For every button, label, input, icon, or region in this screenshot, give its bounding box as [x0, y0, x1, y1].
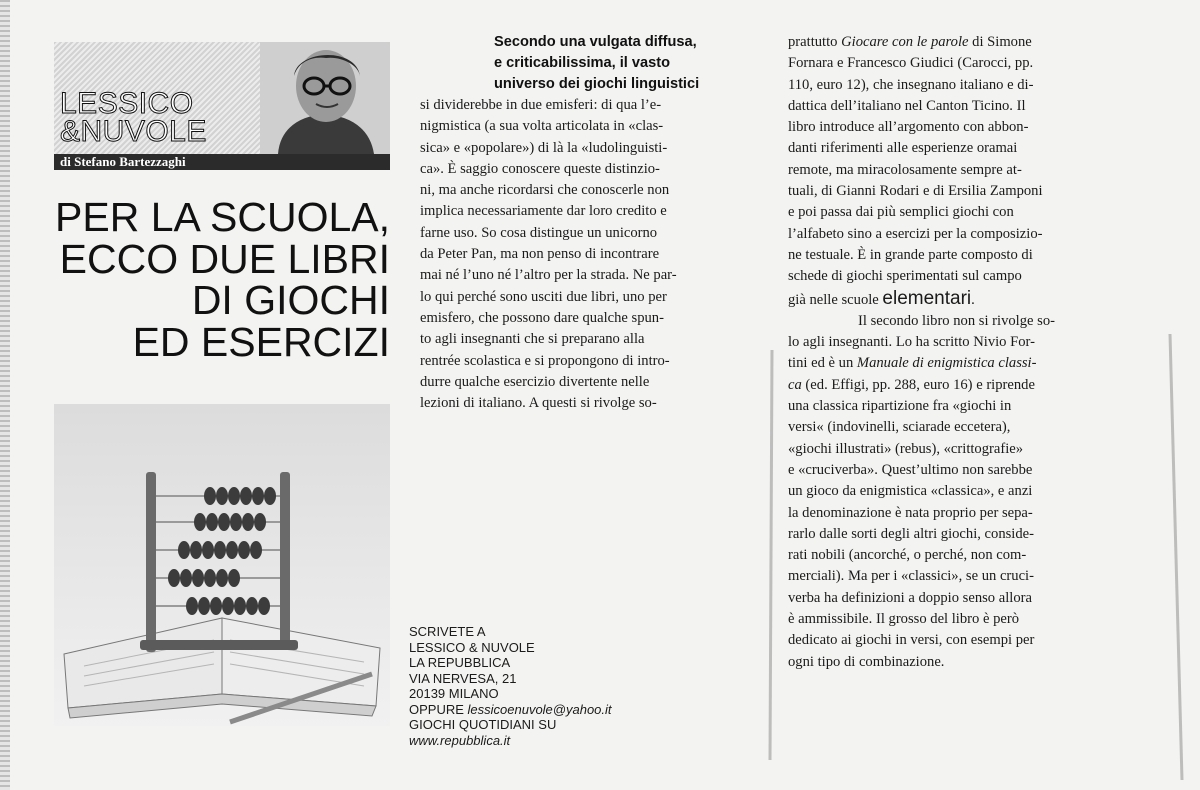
body-text: prattutto: [788, 34, 842, 50]
highlighted-word: elementari: [882, 287, 972, 309]
lead-line: universo dei giochi linguistici: [494, 76, 700, 92]
body-line: rarlo dalle sorti degli altri giochi, conside-: [788, 525, 1034, 542]
contacts-line: LA REPUBBLICA: [409, 655, 511, 670]
abacus-book-illustration: [54, 404, 390, 726]
lead-paragraph: [494, 32, 766, 95]
contacts-line: [409, 702, 649, 718]
body-line: lo qui perché sono usciti due libri, uno per: [420, 288, 667, 305]
body-line: nigmistica (a sua volta articolata in «clas-: [420, 118, 664, 135]
body-line: [788, 32, 1158, 53]
contact-website: www.repubblica.it: [409, 732, 511, 748]
body-line: si dividerebbe in due emisferi: di qua l’e-: [420, 97, 662, 113]
body-line: merciali). Ma per i «classici», se un cruci-: [788, 568, 1034, 585]
book-title: Giocare con le parole: [841, 34, 969, 50]
body-line: emisfero, che possono dare qualche spun-: [420, 309, 664, 326]
column-title: [60, 87, 207, 148]
body-line: Il secondo libro non si rivolge so-: [858, 312, 1055, 329]
body-line: rentrée scolastica e si propongono di intro-: [420, 352, 670, 369]
contacts-line: LESSICO & NUVOLE: [409, 639, 535, 655]
body-text: tini ed è un: [788, 355, 857, 372]
headline-line: ED ESERCIZI: [132, 318, 390, 365]
column-title-line1: LESSICO: [60, 87, 194, 120]
contacts-line: SCRIVETE A: [409, 624, 486, 639]
body-line: lo agli insegnanti. Lo ha scritto Nivio For-: [788, 334, 1035, 351]
body-line: ne testuale. È in grande parte composto di: [788, 246, 1033, 263]
body-text: (ed. Effigi, pp. 288, euro 16) e riprende: [801, 376, 1035, 393]
body-line: to agli insegnanti che si preparano alla: [420, 331, 645, 348]
body-line: dedicato ai giochi in versi, con esempi per: [788, 632, 1035, 649]
column-title-line2: &NUVOLE: [60, 115, 207, 148]
body-line: sica» e «popolare») di là la «ludolinguisti-: [420, 139, 668, 156]
body-text: già nelle scuole: [788, 291, 883, 308]
body-line: libro introduce all’argomento con abbon-: [788, 119, 1029, 136]
body-line: la denominazione è nata proprio per sepa-: [788, 504, 1033, 521]
headline-line: ECCO DUE LIBRI: [59, 235, 390, 282]
body-line: farne uso. So cosa distingue un unicorno: [420, 224, 658, 241]
body-text: .: [971, 291, 975, 308]
body-line: schede di giochi sperimentati sul campo: [788, 268, 1022, 285]
body-line: lezioni di italiano. A questi si rivolge so-: [420, 395, 657, 412]
column-byline: di Stefano Bartezzaghi: [60, 154, 186, 169]
column-banner: [54, 42, 390, 170]
body-line: remote, ma miracolosamente sempre at-: [788, 161, 1022, 178]
body-line: implica necessariamente dar loro credito e: [420, 203, 667, 220]
lead-line: Secondo una vulgata diffusa,: [494, 34, 697, 50]
body-line: ogni tipo di combinazione.: [788, 653, 945, 670]
body-line: dattica dell’italiano nel Canton Ticino. Il: [788, 97, 1026, 114]
contacts-line: GIOCHI QUOTIDIANI SU: [409, 717, 557, 732]
book-title: Manuale di enigmistica classi-: [856, 355, 1037, 372]
body-line: e «cruciverba». Quest’ultimo non sarebbe: [788, 461, 1033, 478]
body-line: da Peter Pan, ma non penso di incontrare: [420, 246, 660, 263]
contacts-box: [409, 624, 649, 748]
headline-line: DI GIOCHI: [191, 277, 390, 323]
body-line: versi« (indovinelli, sciarade eccetera),: [788, 419, 1011, 436]
body-line: verba ha definizioni a doppio senso allora: [788, 589, 1032, 606]
page-edge-strip: [0, 0, 10, 790]
body-line: ca». È saggio conoscere queste distinzio-: [420, 160, 660, 177]
body-line: durre qualche esercizio divertente nelle: [420, 373, 650, 390]
body-line: un gioco da enigmistica «classica», e anzi: [788, 483, 1033, 500]
body-column-middle: [420, 95, 770, 414]
body-line: ni, ma anche ricordarsi che conoscerle non: [420, 182, 670, 199]
headline-line: PER LA SCUOLA,: [55, 194, 390, 240]
body-text: di Simone: [968, 34, 1032, 50]
book-title: ca: [788, 376, 802, 393]
body-line: e poi passa dai più semplici giochi con: [788, 204, 1014, 221]
contacts-line: 20139 MILANO: [409, 686, 499, 701]
body-line: rati nobili (ancorché, o perché, non com-: [788, 547, 1027, 564]
body-line: l’alfabeto sino a esercizi per la composizio-: [788, 225, 1043, 242]
contact-email: lessicoenuvole@yahoo.it: [467, 701, 612, 717]
pencil-bracket-mark: [750, 320, 1200, 790]
body-line: 110, euro 12), che insegnano italiano e di-: [788, 76, 1034, 93]
body-line: «giochi illustrati» (rebus), «crittografie»: [788, 440, 1024, 457]
body-line: tuali, di Gianni Rodari e di Ersilia Zamponi: [788, 183, 1043, 200]
body-line: mai né l’uno né l’altro per la strada. Ne par-: [420, 267, 677, 284]
contacts-or-label: OPPURE: [409, 701, 468, 717]
body-line: è ammissibile. Il grosso del libro è però: [788, 611, 1020, 628]
contacts-line: VIA NERVESA, 21: [409, 670, 517, 686]
headline: [54, 194, 390, 365]
body-line: una classica ripartizione fra «giochi in: [788, 398, 1012, 415]
lead-line: e criticabilissima, il vasto: [494, 55, 671, 71]
author-portrait-icon: [260, 42, 390, 154]
body-line: [788, 288, 1158, 311]
body-line: danti riferimenti alle esperienze oramai: [788, 140, 1018, 157]
body-line: Fornara e Francesco Giudici (Carocci, pp.: [788, 55, 1034, 72]
